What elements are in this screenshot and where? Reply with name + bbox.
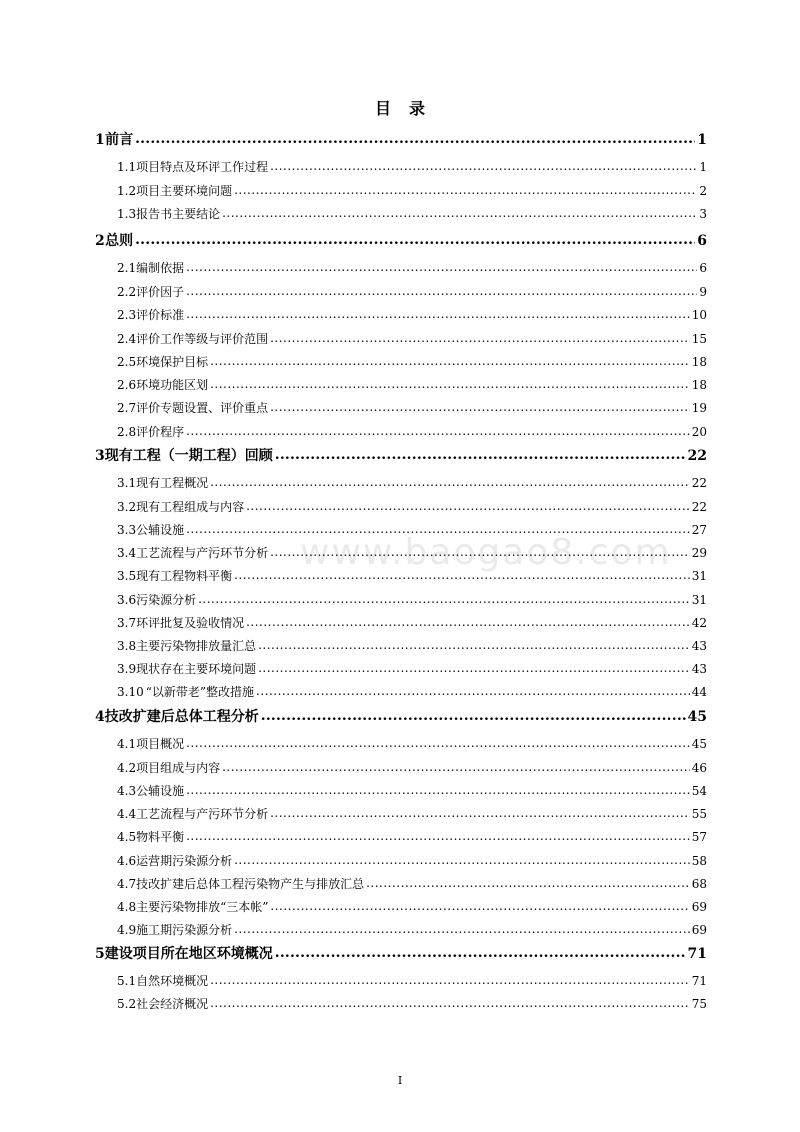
toc-entry-page-number: 1 <box>699 160 707 174</box>
toc-dot-leader <box>256 684 690 698</box>
toc-entry-number: 4.4 <box>117 807 137 821</box>
toc-dot-leader <box>186 522 690 536</box>
toc-dot-leader <box>186 424 690 438</box>
toc-dot-leader <box>135 131 695 147</box>
toc-entry-number: 2 <box>95 233 105 249</box>
toc-dot-leader <box>261 708 686 724</box>
toc-entry-label: 技改扩建后总体工程分析 <box>104 709 259 725</box>
toc-entry-label: 环评批复及验收情况 <box>136 616 245 630</box>
toc-entry-page-number: 68 <box>691 877 707 891</box>
toc-entry-number: 4.1 <box>117 737 137 751</box>
toc-chapter-entry[interactable] <box>95 943 707 963</box>
toc-entry-page-number: 15 <box>691 332 707 346</box>
toc-entry-number: 3.5 <box>117 569 137 583</box>
toc-entry-label: 物料平衡 <box>136 830 185 844</box>
toc-section-entry[interactable] <box>117 158 707 175</box>
toc-entry-label: 报告书主要结论 <box>136 207 221 221</box>
toc-entry-page-number: 27 <box>691 523 707 537</box>
toc-entry-page-number: 22 <box>687 448 707 464</box>
toc-entry-label: 评价工作等级与评价范围 <box>136 332 269 346</box>
toc-section-entry[interactable] <box>117 423 707 440</box>
toc-entry-label: 评价因子 <box>136 285 185 299</box>
toc-dot-leader <box>234 922 690 936</box>
toc-title <box>0 96 800 119</box>
toc-entry-page-number: 57 <box>691 830 707 844</box>
toc-dot-leader <box>275 945 686 961</box>
toc-entry-label: 技改扩建后总体工程污染物产生与排放汇总 <box>136 877 365 891</box>
toc-section-entry[interactable] <box>117 828 707 845</box>
toc-dot-leader <box>210 475 690 489</box>
toc-entry-label: 环境保护目标 <box>136 355 209 369</box>
toc-section-entry[interactable] <box>117 567 707 584</box>
toc-entry-number: 4.9 <box>117 923 137 937</box>
toc-entry-number: 2.1 <box>117 261 137 275</box>
toc-entry-page-number: 43 <box>691 639 707 653</box>
toc-entry-page-number: 10 <box>691 308 707 322</box>
toc-entry-number: 2.2 <box>117 285 137 299</box>
toc-dot-leader <box>270 899 689 913</box>
toc-entry-label: 环境功能区划 <box>136 378 209 392</box>
toc-section-entry[interactable] <box>117 591 707 608</box>
toc-entry-number: 4.2 <box>117 761 137 775</box>
toc-section-entry[interactable] <box>117 259 707 276</box>
toc-entry-page-number: 18 <box>691 378 707 392</box>
toc-entry-number: 1.2 <box>117 184 137 198</box>
toc-entry-label: 工艺流程与产污环节分析 <box>136 546 269 560</box>
toc-entry-number: 2.5 <box>117 355 137 369</box>
toc-dot-leader <box>234 183 697 197</box>
toc-entry-page-number: 43 <box>691 662 707 676</box>
toc-entry-label: 评价程序 <box>136 425 185 439</box>
toc-entry-number: 3.2 <box>117 500 137 514</box>
toc-dot-leader <box>186 783 690 797</box>
toc-entry-number: 4 <box>95 709 105 725</box>
toc-entry-page-number: 22 <box>691 476 707 490</box>
toc-section-entry[interactable] <box>117 498 707 515</box>
toc-entry-number: 4.6 <box>117 854 137 868</box>
toc-section-entry[interactable] <box>117 521 707 538</box>
toc-entry-label: 主要污染物排放量汇总 <box>136 639 257 653</box>
toc-entry-page-number: 55 <box>691 807 707 821</box>
toc-entry-number: 5.1 <box>117 974 137 988</box>
toc-entry-page-number: 6 <box>699 261 707 275</box>
toc-section-entry[interactable] <box>117 474 707 491</box>
toc-dot-leader <box>186 307 690 321</box>
toc-entry-number: 3.10 <box>117 685 144 699</box>
toc-dot-leader <box>246 615 690 629</box>
toc-dot-leader <box>234 568 690 582</box>
toc-entry-page-number: 3 <box>699 207 707 221</box>
toc-entry-label: 现有工程组成与内容 <box>136 500 245 514</box>
toc-dot-leader <box>234 853 690 867</box>
toc-section-entry[interactable] <box>117 921 707 938</box>
toc-entry-label: 公辅设施 <box>136 523 185 537</box>
toc-dot-leader <box>270 400 690 414</box>
toc-entry-label: 建设项目所在地区环境概况 <box>104 946 273 962</box>
toc-entry-number: 3.9 <box>117 662 137 676</box>
toc-entry-page-number: 45 <box>687 709 707 725</box>
toc-dot-leader <box>270 159 697 173</box>
toc-chapter-entry[interactable] <box>95 445 707 465</box>
toc-entry-page-number: 29 <box>691 546 707 560</box>
toc-section-entry[interactable] <box>117 353 707 370</box>
toc-entry-label: 主要污染物排放“三本帐” <box>136 900 269 914</box>
toc-section-entry[interactable] <box>117 182 707 199</box>
toc-entry-page-number: 19 <box>691 401 707 415</box>
toc-entry-label: 现状存在主要环境问题 <box>136 662 257 676</box>
toc-dot-leader <box>270 545 690 559</box>
toc-chapter-entry[interactable] <box>95 129 707 149</box>
toc-entry-page-number: 9 <box>699 285 707 299</box>
toc-dot-leader <box>186 736 690 750</box>
toc-entry-label: 公辅设施 <box>136 784 185 798</box>
toc-entry-page-number: 75 <box>691 997 707 1011</box>
toc-entry-page-number: 69 <box>691 923 707 937</box>
toc-entry-number: 3.7 <box>117 616 137 630</box>
toc-dot-leader <box>366 876 690 890</box>
toc-entry-page-number: 46 <box>691 761 707 775</box>
toc-dot-leader <box>198 592 690 606</box>
toc-entry-number: 2.8 <box>117 425 137 439</box>
toc-dot-leader <box>270 806 690 820</box>
toc-section-entry[interactable] <box>117 283 707 300</box>
toc-entry-page-number: 20 <box>691 425 707 439</box>
toc-entry-label: 现有工程概况 <box>136 476 209 490</box>
toc-dot-leader <box>258 661 690 675</box>
toc-entry-number: 3.1 <box>117 476 137 490</box>
toc-entry-number: 3 <box>95 448 105 464</box>
toc-section-entry[interactable] <box>117 759 707 776</box>
toc-entry-page-number: 18 <box>691 355 707 369</box>
toc-section-entry[interactable] <box>117 330 707 347</box>
toc-entry-page-number: 6 <box>697 233 707 249</box>
toc-entry-page-number: 1 <box>697 132 707 148</box>
toc-entry-label: 污染源分析 <box>136 593 197 607</box>
toc-dot-leader <box>210 354 690 368</box>
toc-dot-leader <box>270 331 690 345</box>
toc-section-entry[interactable] <box>117 782 707 799</box>
toc-entry-number: 4.8 <box>117 900 137 914</box>
toc-entry-page-number: 31 <box>691 593 707 607</box>
toc-dot-leader <box>258 638 690 652</box>
toc-section-entry[interactable] <box>117 875 707 892</box>
toc-entry-page-number: 54 <box>691 784 707 798</box>
toc-entry-label: 现有工程（一期工程）回顾 <box>104 448 273 464</box>
toc-entry-label: 施工期污染源分析 <box>136 923 233 937</box>
toc-title-char-1: 目 <box>374 99 391 118</box>
toc-entry-number: 1.1 <box>117 160 137 174</box>
toc-section-entry[interactable] <box>117 898 707 915</box>
toc-entry-label: 前言 <box>105 132 134 148</box>
toc-dot-leader <box>186 284 697 298</box>
toc-section-entry[interactable] <box>117 995 707 1012</box>
toc-section-entry[interactable] <box>117 614 707 631</box>
toc-section-entry[interactable] <box>117 544 707 561</box>
toc-entry-number: 4.7 <box>117 877 137 891</box>
toc-entry-number: 2.4 <box>117 332 137 346</box>
toc-entry-number: 3.8 <box>117 639 137 653</box>
toc-entry-page-number: 22 <box>691 500 707 514</box>
toc-entry-page-number: 69 <box>691 900 707 914</box>
toc-entry-number: 2.6 <box>117 378 137 392</box>
toc-entry-label: 工艺流程与产污环节分析 <box>136 807 269 821</box>
toc-entry-number: 4.5 <box>117 830 137 844</box>
toc-entry-number: 2.7 <box>117 401 137 415</box>
toc-entry-number: 2.3 <box>117 308 137 322</box>
toc-dot-leader <box>186 829 690 843</box>
toc-title-char-2: 录 <box>409 99 426 118</box>
toc-section-entry[interactable] <box>117 852 707 869</box>
toc-entry-label: 现有工程物料平衡 <box>136 569 233 583</box>
toc-entry-page-number: 71 <box>691 974 707 988</box>
watermark: www.baogao8.com <box>300 532 672 573</box>
toc-entry-page-number: 44 <box>691 685 707 699</box>
toc-section-entry[interactable] <box>117 205 707 222</box>
toc-dot-leader <box>135 232 695 248</box>
toc-dot-leader <box>186 260 697 274</box>
toc-entry-label: 项目特点及环评工作过程 <box>136 160 269 174</box>
toc-dot-leader <box>210 377 690 391</box>
toc-section-entry[interactable] <box>117 376 707 393</box>
toc-chapter-entry[interactable] <box>95 706 707 726</box>
toc-section-entry[interactable] <box>117 683 707 700</box>
toc-entry-label: 评价专题设置、评价重点 <box>136 401 269 415</box>
toc-entry-label: 评价标准 <box>136 308 185 322</box>
toc-entry-label: “以新带老”整改措施 <box>145 685 254 699</box>
toc-entry-number: 3.4 <box>117 546 137 560</box>
toc-dot-leader <box>210 973 690 987</box>
toc-entry-page-number: 45 <box>691 737 707 751</box>
toc-entry-page-number: 42 <box>691 616 707 630</box>
toc-entry-number: 3.6 <box>117 593 137 607</box>
toc-chapter-entry[interactable] <box>95 230 707 250</box>
toc-section-entry[interactable] <box>117 637 707 654</box>
toc-entry-number: 1.3 <box>117 207 137 221</box>
toc-entry-number: 1 <box>95 132 105 148</box>
toc-entry-label: 项目主要环境问题 <box>136 184 233 198</box>
toc-dot-leader <box>275 447 686 463</box>
toc-section-entry[interactable] <box>117 660 707 677</box>
toc-entry-label: 社会经济概况 <box>136 997 209 1011</box>
toc-entry-number: 5.2 <box>117 997 137 1011</box>
page-number: I <box>397 1074 403 1087</box>
toc-section-entry[interactable] <box>117 972 707 989</box>
toc-entry-page-number: 31 <box>691 569 707 583</box>
toc-entry-label: 编制依据 <box>136 261 185 275</box>
toc-section-entry[interactable] <box>117 399 707 416</box>
toc-entry-label: 运营期污染源分析 <box>136 854 233 868</box>
toc-dot-leader <box>210 996 690 1010</box>
toc-entry-number: 4.3 <box>117 784 137 798</box>
toc-entry-page-number: 58 <box>691 854 707 868</box>
toc-entry-number: 3.3 <box>117 523 137 537</box>
toc-dot-leader <box>222 206 697 220</box>
toc-section-entry[interactable] <box>117 805 707 822</box>
toc-entry-page-number: 71 <box>687 946 707 962</box>
toc-dot-leader <box>222 760 690 774</box>
toc-entry-label: 自然环境概况 <box>136 974 209 988</box>
toc-entry-label: 项目概况 <box>136 737 185 751</box>
toc-dot-leader <box>246 499 690 513</box>
toc-section-entry[interactable] <box>117 306 707 323</box>
toc-entry-number: 5 <box>95 946 105 962</box>
toc-section-entry[interactable] <box>117 735 707 752</box>
toc-entry-label: 项目组成与内容 <box>136 761 221 775</box>
toc-entry-page-number: 2 <box>699 184 707 198</box>
toc-entry-label: 总则 <box>105 233 134 249</box>
